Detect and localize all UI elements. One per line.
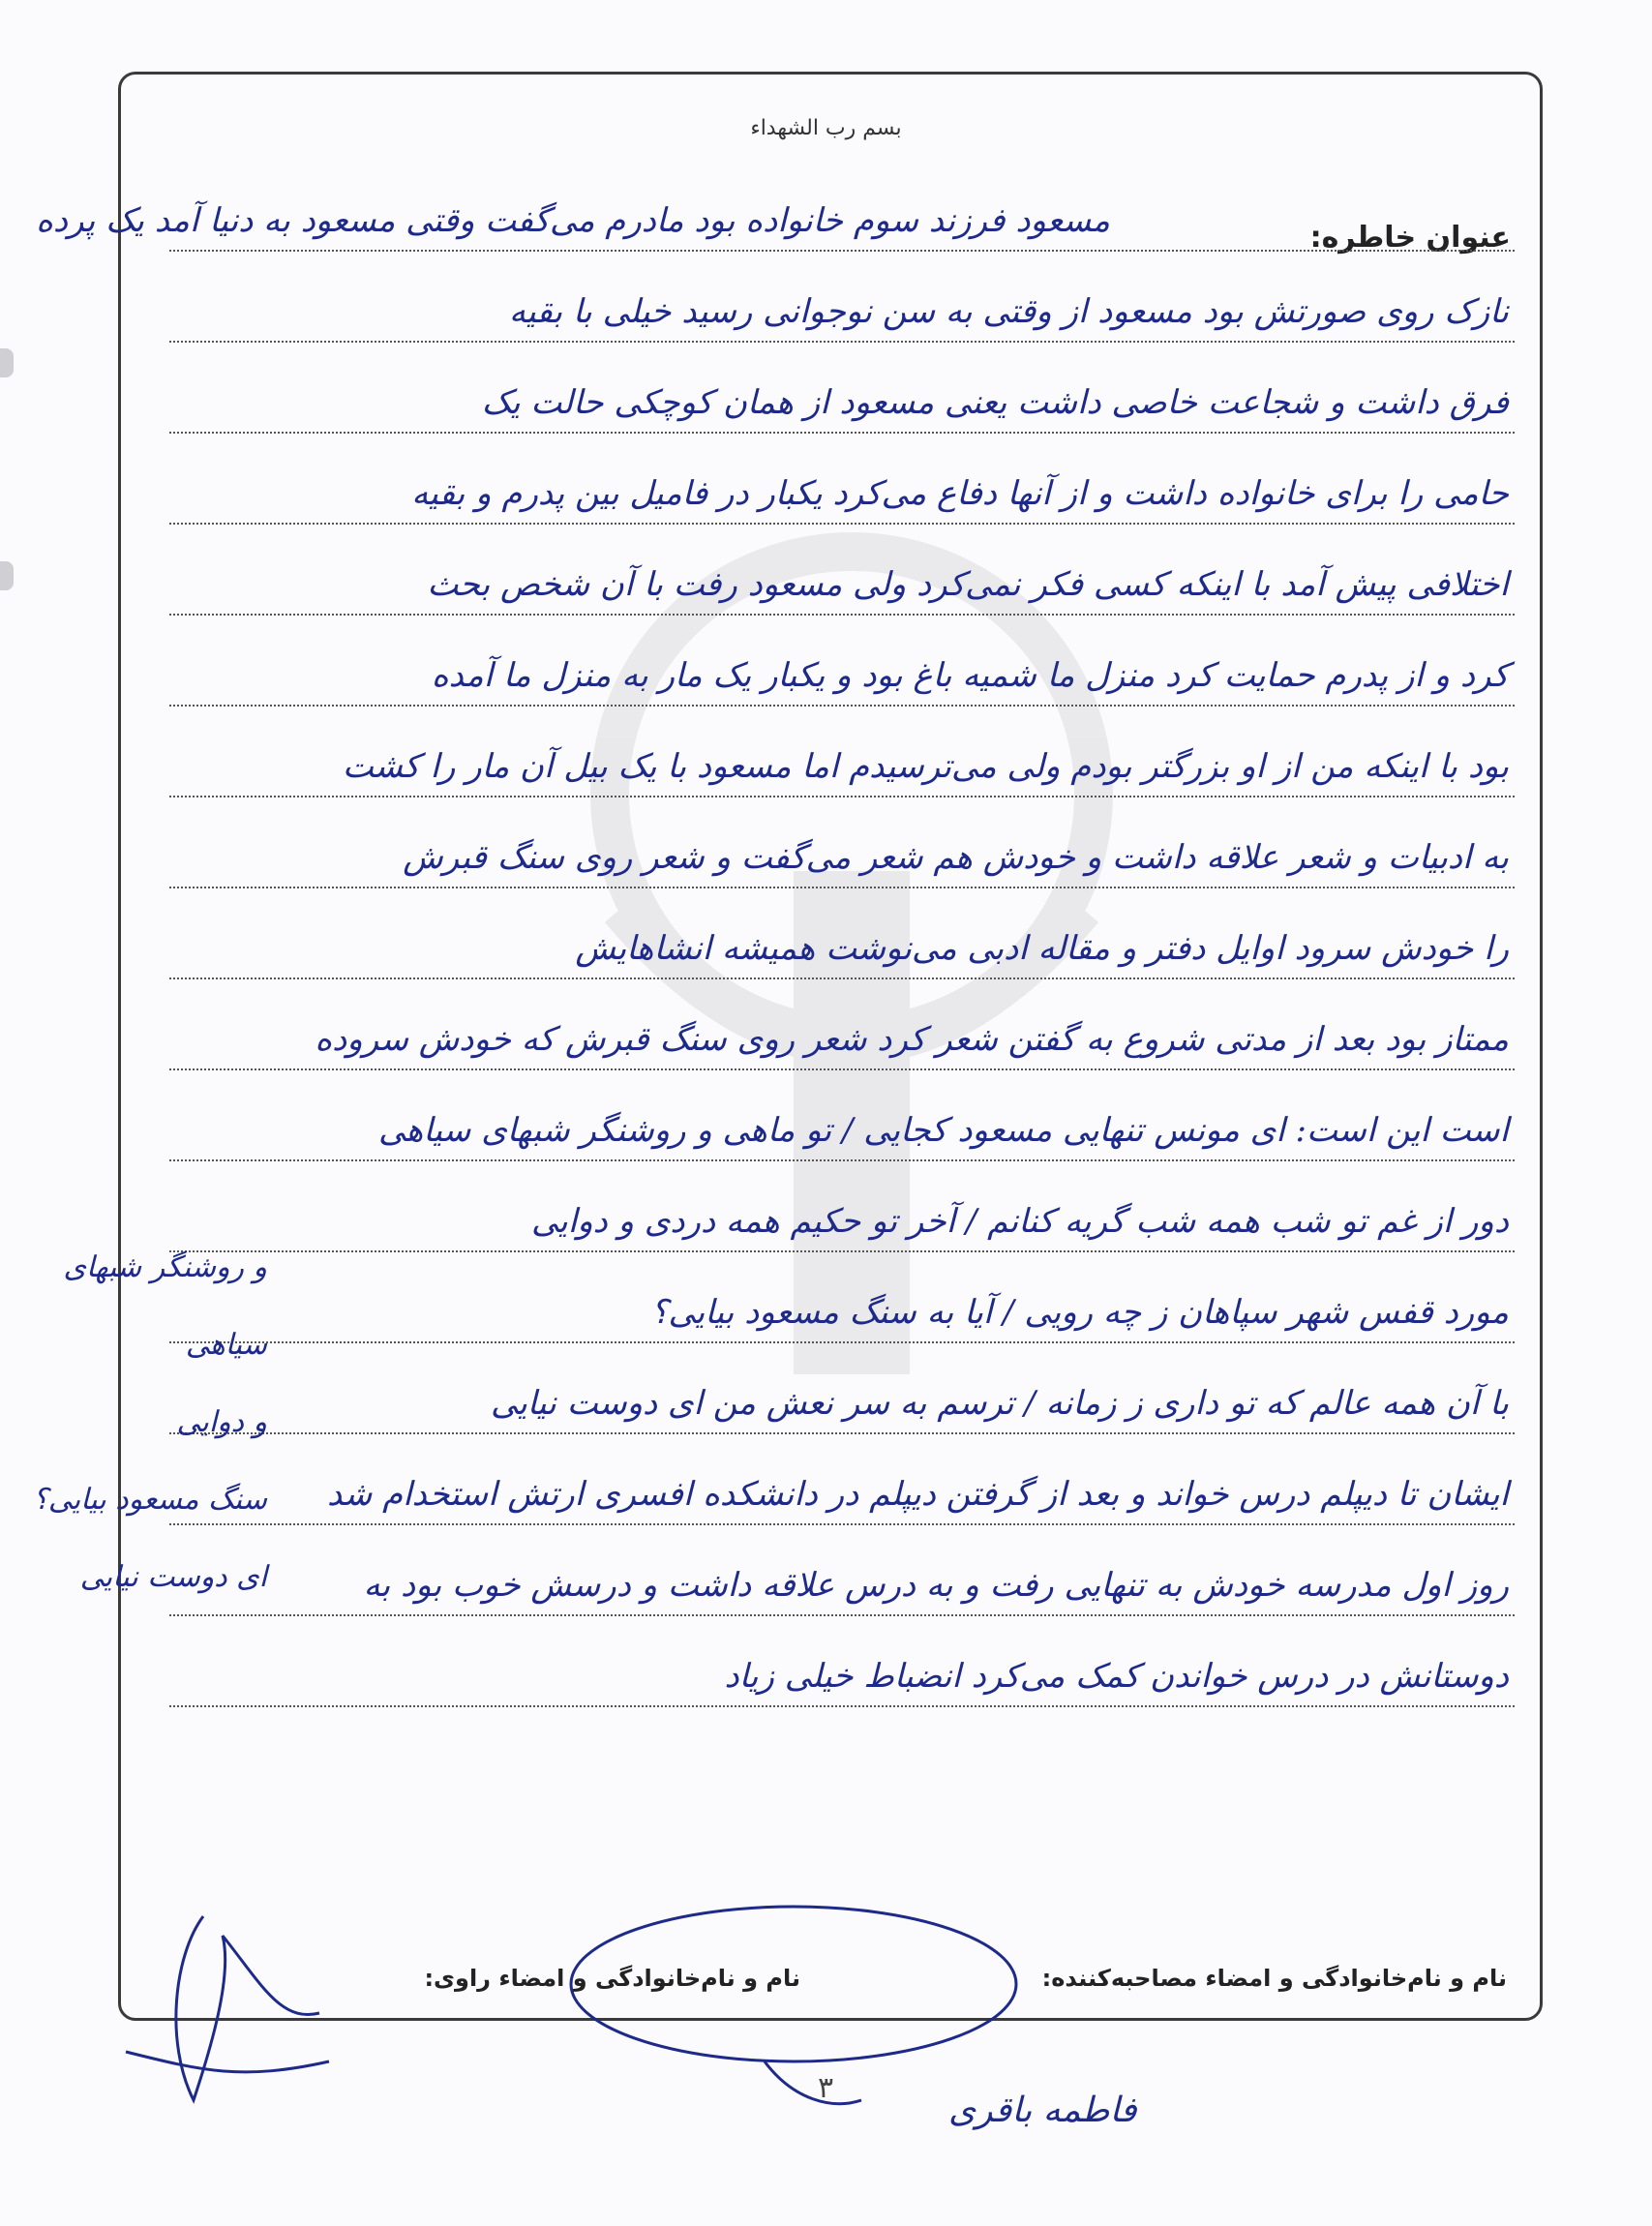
ruled-line — [169, 1705, 1515, 1707]
ruled-line — [169, 1341, 1515, 1343]
handwritten-line: حامی را برای خانواده داشت و از آنها دفاع می‌کرد یکبار در فامیل بین پدرم و بقیه — [411, 474, 1509, 513]
margin-note-line: و دوایی — [176, 1405, 267, 1439]
ruled-line — [169, 1523, 1515, 1525]
ruled-line — [169, 432, 1515, 434]
handwritten-line: کرد و از پدرم حمایت کرد منزل ما شمیه باغ بود و یکبار یک مار به منزل ما آمده — [431, 656, 1509, 695]
handwritten-line: دور از غم تو شب همه شب گریه کنانم / آخر تو حکیم همه دردی و دوایی — [530, 1202, 1509, 1241]
ruled-line — [169, 1250, 1515, 1252]
ruled-line — [169, 1068, 1515, 1070]
handwritten-line: بود با اینکه من از او بزرگتر بودم ولی می‌ترسیدم اما مسعود با یک بیل آن مار را کشت — [342, 747, 1509, 786]
header-title: بسم رب الشهداء — [750, 116, 902, 140]
ruled-line — [169, 978, 1515, 979]
handwritten-line: دوستانش در درس خواندن کمک می‌کرد انضباط خیلی زیاد — [724, 1657, 1509, 1696]
ruled-line — [169, 887, 1515, 888]
ruled-line — [169, 1614, 1515, 1616]
ruled-line — [169, 341, 1515, 343]
interviewer-signature-label: نام و نام‌خانوادگی و امضاء مصاحبه‌کننده: — [1041, 1965, 1507, 1992]
ruled-line — [169, 614, 1515, 616]
handwritten-line: فرق داشت و شجاعت خاصی داشت یعنی مسعود از همان کوچکی حالت یک — [481, 383, 1509, 422]
ruled-line — [169, 523, 1515, 525]
handwritten-line: مورد قفس شهر سپاهان ز چه رویی / آیا به سنگ مسعود بیایی؟ — [650, 1293, 1509, 1332]
handwritten-line: ممتاز بود بعد از مدتی شروع به گفتن شعر کرد شعر روی سنگ قبرش که خودش سروده — [315, 1020, 1509, 1059]
page-number: ۳ — [818, 2071, 834, 2105]
handwritten-line: اختلافی پیش آمد با اینکه کسی فکر نمی‌کرد ولی مسعود رفت با آن شخص بحث — [427, 565, 1509, 604]
ruled-line — [169, 1432, 1515, 1434]
margin-note-line: ای دوست نیایی — [79, 1560, 267, 1594]
handwritten-line: را خودش سرود اوایل دفتر و مقاله ادبی می‌نوشت همیشه انشاهایش — [575, 929, 1509, 968]
handwritten-line: به ادبیات و شعر علاقه داشت و خودش هم شعر می‌گفت و شعر روی سنگ قبرش — [403, 838, 1509, 877]
topic-label: عنوان خاطره: — [1309, 221, 1511, 255]
narrator-signature-label: نام و نام‌خانوادگی و امضاء راوی: — [424, 1965, 800, 1992]
ruled-line — [169, 250, 1515, 252]
margin-note-line: سنگ مسعود بیایی؟ — [32, 1483, 267, 1517]
ruled-line — [169, 796, 1515, 797]
ruled-line — [169, 705, 1515, 707]
handwritten-line: مسعود فرزند سوم خانواده بود مادرم می‌گفت وقتی مسعود به دنیا آمد یک پرده — [36, 201, 1110, 240]
margin-note — [6, 1229, 267, 1616]
handwritten-line: نازک روی صورتش بود مسعود از وقتی به سن نوجوانی رسید خیلی با بقیه — [508, 292, 1509, 331]
interviewer-signature — [87, 1897, 339, 2129]
narrator-handwritten-name: فاطمه باقری — [948, 2091, 1137, 2130]
handwritten-line: ایشان تا دیپلم درس خواند و بعد از گرفتن دیپلم در دانشکده افسری ارتش استخدام شد — [326, 1475, 1509, 1514]
handwritten-line: روز اول مدرسه خودش به تنهایی رفت و به درس علاقه داشت و درسش خوب بود به — [363, 1566, 1509, 1605]
handwritten-line: است این است: ای مونس تنهایی مسعود کجایی / تو ماهی و روشنگر شبهای سیاهی — [378, 1111, 1509, 1150]
margin-note-line: و روشنگر شبهای سیاهی — [63, 1250, 267, 1362]
ruled-line — [169, 1159, 1515, 1161]
handwritten-line: با آن همه عالم که تو داری ز زمانه / ترسم به سر نعش من ای دوست نیایی — [491, 1384, 1509, 1423]
